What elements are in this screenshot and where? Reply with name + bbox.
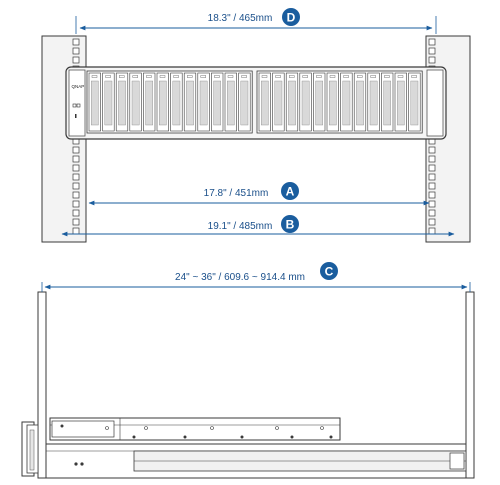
badge-d-letter: D (286, 10, 296, 25)
rack-hole-icon (73, 57, 79, 63)
badge-a-letter: A (285, 184, 295, 199)
drive-led-icon (106, 76, 111, 78)
drive-led-icon (174, 76, 179, 78)
drive-led-icon (289, 76, 294, 78)
front-bezel-ear (22, 422, 38, 476)
rail-screw-icon (184, 436, 187, 439)
side-view (22, 262, 474, 478)
rack-hole-icon (73, 174, 79, 180)
rack-hole-icon (429, 210, 435, 216)
dimension-c (42, 262, 470, 292)
drive-tray-handle (146, 81, 153, 125)
drive-led-icon (262, 76, 267, 78)
rack-hole-icon (429, 48, 435, 54)
badge-c-letter: C (324, 264, 334, 279)
rack-hole-icon (429, 147, 435, 153)
drive-tray-handle (186, 81, 193, 125)
rack-hole-icon (429, 174, 435, 180)
brand-logo: QNAP (71, 84, 85, 89)
drive-tray-handle (275, 81, 282, 125)
rail-screw-icon (61, 425, 64, 428)
drive-tray-handle (397, 81, 404, 125)
rack-hole-icon (429, 192, 435, 198)
dimension-a (89, 182, 429, 203)
drive-tray-handle (329, 81, 336, 125)
rail-screw-icon (241, 436, 244, 439)
rack-hole-icon (73, 48, 79, 54)
drive-tray-handle (91, 81, 98, 125)
rail-screw-icon (74, 462, 77, 465)
dimension-d-label: 18.3" / 465mm (207, 13, 273, 24)
rack-hole-icon (73, 183, 79, 189)
side-right-post (466, 292, 474, 478)
rail-screw-icon (80, 462, 83, 465)
drive-tray-handle (356, 81, 363, 125)
drive-led-icon (357, 76, 362, 78)
right-panel-ear (427, 70, 443, 136)
rack-hole-icon (73, 219, 79, 225)
rack-hole-icon (73, 156, 79, 162)
rack-hole-icon (429, 228, 435, 234)
rack-hole-icon (73, 201, 79, 207)
dimension-a-label: 17.8" / 451mm (203, 188, 269, 199)
inner-rail (50, 418, 340, 440)
rack-hole-icon (429, 201, 435, 207)
usb-port-icon (75, 114, 77, 118)
drive-tray-handle (105, 81, 112, 125)
rack-hole-icon (429, 39, 435, 45)
drive-led-icon (384, 76, 389, 78)
drive-led-icon (160, 76, 165, 78)
drive-tray-handle (173, 81, 180, 125)
rack-hole-icon (73, 147, 79, 153)
drive-tray-handle (261, 81, 268, 125)
drive-led-icon (330, 76, 335, 78)
drive-led-icon (133, 76, 138, 78)
rail-screw-icon (133, 436, 136, 439)
dimension-b (62, 215, 454, 234)
drive-led-icon (316, 76, 321, 78)
drive-tray-handle (343, 81, 350, 125)
drive-led-icon (412, 76, 417, 78)
outer-rail (46, 444, 466, 478)
rack-hole-icon (73, 228, 79, 234)
dimension-c-label: 24" ~ 36" / 609.6 ~ 914.4 mm (175, 272, 305, 283)
drive-led-icon (228, 76, 233, 78)
rack-hole-icon (429, 183, 435, 189)
dimension-b-label: 19.1" / 485mm (207, 221, 273, 232)
drive-tray-handle (370, 81, 377, 125)
rack-hole-icon (73, 165, 79, 171)
drive-tray-handle (200, 81, 207, 125)
drive-led-icon (92, 76, 97, 78)
drive-led-icon (119, 76, 124, 78)
drive-led-icon (242, 76, 247, 78)
drive-tray-handle (118, 81, 125, 125)
badge-b-letter: B (285, 217, 295, 232)
drive-tray-handle (227, 81, 234, 125)
rack-hole-icon (429, 219, 435, 225)
drive-tray-handle (241, 81, 248, 125)
drive-led-icon (344, 76, 349, 78)
nas-front-panel (66, 67, 446, 139)
rack-hole-icon (429, 57, 435, 63)
rail-screw-icon (291, 436, 294, 439)
drive-led-icon (371, 76, 376, 78)
drive-tray-handle (132, 81, 139, 125)
rack-hole-icon (73, 192, 79, 198)
dimension-d (76, 8, 436, 34)
drive-led-icon (398, 76, 403, 78)
drive-led-icon (187, 76, 192, 78)
drive-led-icon (214, 76, 219, 78)
drive-tray-handle (159, 81, 166, 125)
rail-screw-icon (330, 436, 333, 439)
drive-tray-handle (288, 81, 295, 125)
drive-tray-handle (302, 81, 309, 125)
drive-led-icon (303, 76, 308, 78)
rack-hole-icon (429, 165, 435, 171)
drive-tray-handle (411, 81, 418, 125)
rack-hole-icon (73, 39, 79, 45)
drive-led-icon (146, 76, 151, 78)
left-control-panel (69, 70, 85, 136)
rack-hole-icon (429, 156, 435, 162)
rack-hole-icon (73, 210, 79, 216)
drive-tray-handle (384, 81, 391, 125)
side-left-post (38, 292, 46, 478)
drive-tray-handle (214, 81, 221, 125)
drive-led-icon (201, 76, 206, 78)
drive-led-icon (276, 76, 281, 78)
drive-tray-handle (316, 81, 323, 125)
